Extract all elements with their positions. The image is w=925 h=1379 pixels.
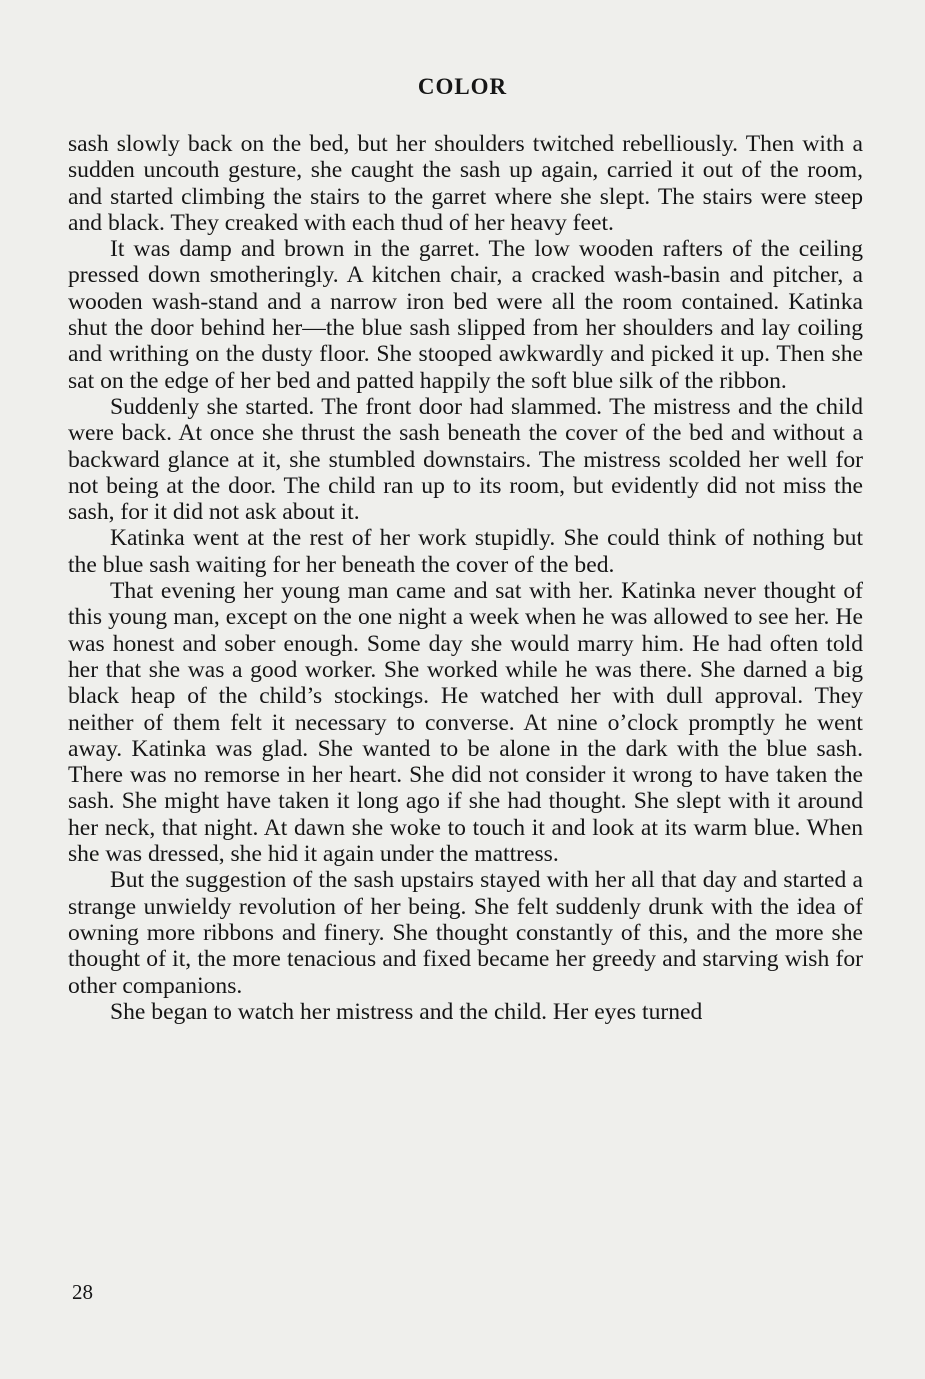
paragraph: Suddenly she started. The front door had slammed. The mistress and the child were back. At once she thrust the sash beneath the cover of the bed and without a backward glance at it, she stumbled downstairs. The mistress scolded her well for not being at the door. The child ran up to its room, but evidently did not miss the sash, for it did not ask about it. [68,393,863,526]
paragraph: But the suggestion of the sash upstairs stayed with her all that day and started a strange unwieldy revolution of her being. She felt suddenly drunk with the idea of owning more ribbons and finery. She thought constantly of this, and the more she thought of it, the more tenacious and fixed became her greedy and starving wish for other companions. [68,867,863,999]
paragraph: sash slowly back on the bed, but her shoulders twitched rebelliously. Then with a sudden uncouth gesture, she caught the sash up again, carried it out of the room, and started climbing the stairs to the garret where she slept. The stairs were steep and black. They creaked with each thud of her heavy feet. [68,131,863,236]
body-text [68,131,863,1025]
running-header: COLOR [417,74,508,99]
paragraph: That evening her young man came and sat with her. Katinka never thought of this young man, except on the one night a week when he was allowed to see her. He was honest and sober enough. Some day she would marry him. He had often told her that she was a good worker. She worked while he was there. She darned a big black heap of the child’s stockings. He watched her with dull approval. They neither of them felt it necessary to converse. At nine o’clock promptly he went away. Katinka was glad. She wanted to be alone in the dark with the blue sash. There was no remorse in her heart. She did not consider it wrong to have taken the sash. She might have taken it long ago if she had thought. She slept with it around her neck, that night. At dawn she woke to touch it and look at its warm blue. When she was dressed, she hid it again under the mattress. [68,578,863,868]
paragraph: It was damp and brown in the garret. The low wooden rafters of the ceiling pressed down smotheringly. A kitchen chair, a cracked wash-basin and pitcher, a wooden wash-stand and a narrow iron bed were all the room contained. Katinka shut the door behind her—the blue sash slipped from her shoulders and lay coiling and writhing on the dusty floor. She stooped awkwardly and picked it up. Then she sat on the edge of her bed and patted happily the soft blue silk of the ribbon. [68,236,863,394]
paragraph: Katinka went at the rest of her work stupidly. She could think of nothing but the blue sash waiting for her beneath the cover of the bed. [68,525,863,578]
paragraph: She began to watch her mistress and the child. Her eyes turned [110,998,703,1025]
page-number: 28 [72,1280,93,1304]
